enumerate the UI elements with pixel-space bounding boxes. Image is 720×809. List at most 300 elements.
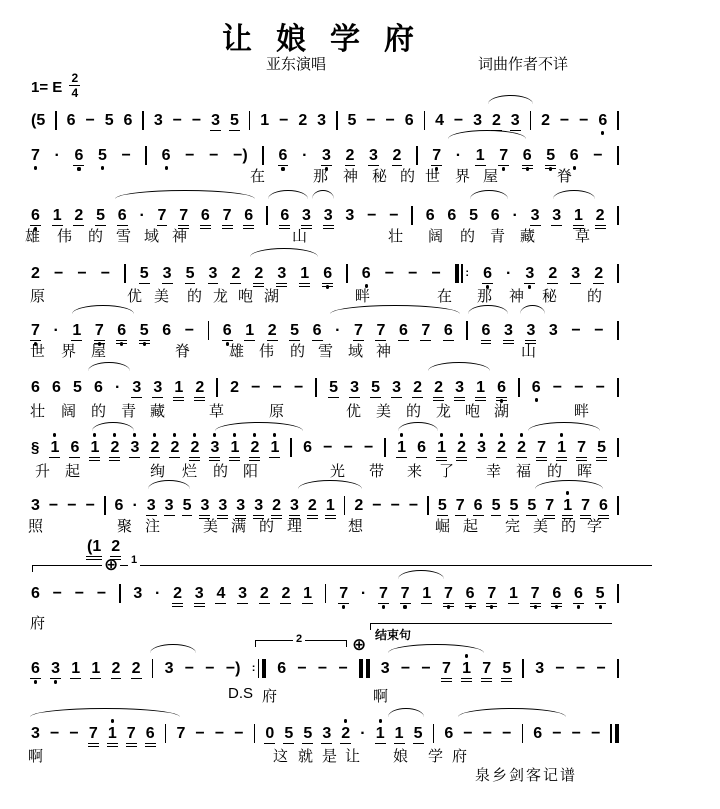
note-digit: 3 (525, 265, 535, 282)
thin-bar (208, 321, 210, 340)
note-digit: − (100, 265, 111, 282)
note-digit: − (272, 379, 282, 396)
note-digit: 3 (238, 585, 248, 602)
barline-glyph (518, 378, 520, 397)
note-digit: − (596, 660, 606, 677)
note-digit: 5 (413, 725, 423, 742)
lyric-syllable: 雄 (229, 343, 245, 360)
lyric-syllable: 学 (428, 748, 444, 765)
note-token (441, 653, 452, 685)
lyric-syllable: 屋 (483, 168, 499, 185)
note-digit: − (575, 660, 586, 677)
note-digit: 3 (526, 322, 536, 339)
note-token (380, 653, 391, 684)
note-digit: 5 (491, 497, 501, 514)
thin-bar (124, 264, 126, 283)
barline-glyph (254, 724, 256, 743)
lyric-syllable: 起 (463, 518, 479, 535)
thin-bar (411, 206, 413, 225)
lyric-syllable: 绚 (150, 463, 166, 480)
dash-token (322, 432, 333, 463)
lyric-syllable: 想 (348, 518, 364, 535)
lyric-syllable: 界 (61, 343, 77, 360)
dash-token (420, 653, 431, 684)
note-digit: − (172, 112, 182, 129)
note-digit: − (48, 497, 59, 514)
octave-dot-row (447, 604, 450, 610)
lyric-syllable: 神 (509, 288, 525, 305)
note-digit: 5 (329, 379, 339, 396)
lyric-syllable: 的 (406, 403, 422, 420)
note-token (132, 578, 143, 609)
song-title: 让娘学府 (222, 23, 438, 56)
note-digit: 6 (531, 379, 541, 396)
note-digit: 1 (72, 322, 82, 339)
thin-bar (266, 206, 268, 225)
note-digit: 3 (322, 147, 331, 164)
lyric-syllable: 的 (400, 168, 416, 185)
note-digit: 3 (218, 497, 228, 514)
barline (314, 372, 318, 403)
note-digit (616, 146, 620, 165)
note-digit: 3 (164, 497, 174, 514)
barline-glyph (617, 206, 619, 225)
time-numerator: 2 (71, 71, 79, 85)
note-digit: 2 (111, 538, 121, 555)
note-digit: 7 (31, 322, 40, 339)
barline-glyph (617, 378, 619, 397)
note-digit: − (593, 147, 603, 164)
note-digit: 6 (398, 322, 408, 339)
note-digit: 7 (88, 725, 98, 742)
note-digit: − (579, 112, 589, 129)
note-token (131, 653, 142, 685)
pickup-notes (86, 524, 121, 563)
lyrics-row (0, 745, 720, 767)
lyric-syllable: 美 (533, 518, 549, 535)
thin-bar (617, 146, 619, 165)
lyric-syllable: 这 (273, 748, 289, 765)
thin-bar (315, 378, 317, 397)
lyric-syllable: 阔 (428, 228, 444, 245)
octave-dot-row (469, 604, 472, 610)
notes-row (30, 620, 620, 685)
barline (151, 653, 155, 684)
note-digit: − (191, 112, 202, 129)
note-digit: 7 (354, 322, 363, 339)
note-digit: 6 (599, 497, 608, 514)
note-digit: 1 (437, 439, 447, 456)
octave-dot (400, 433, 403, 436)
lyric-syllable: 府 (452, 748, 468, 765)
note-token (595, 578, 606, 610)
lyric-syllable: 的 (88, 228, 104, 245)
note-digit: § (31, 439, 40, 456)
note-digit: 1 (270, 439, 280, 456)
note-digit: 3 (345, 207, 355, 224)
note-digit: 2 (111, 660, 121, 677)
barline (118, 578, 122, 609)
lyric-syllable: 理 (287, 518, 303, 535)
lyrics-row (0, 165, 720, 187)
note-digit: 6 (280, 207, 290, 224)
note-digit: 6 (552, 585, 562, 602)
note-digit: 6 (244, 207, 254, 224)
note-digit: 7 (537, 439, 547, 456)
note-token (530, 578, 541, 610)
note-digit: − (571, 322, 581, 339)
note-digit: 3 (369, 147, 378, 164)
note-digit: − (453, 112, 464, 129)
note-digit: 6 (303, 439, 313, 456)
key-letter: E (52, 79, 63, 96)
note-digit: 6 (145, 725, 155, 742)
note-digit (358, 659, 371, 678)
thin-bar (344, 496, 346, 515)
note-digit: 3 (503, 322, 513, 339)
note-digit: 6 (312, 322, 322, 339)
barline-glyph (290, 438, 292, 457)
note-digit: 2 (267, 322, 277, 339)
lyric-syllable: 光 (330, 463, 346, 480)
note-digit: 7 (432, 147, 442, 164)
note-token (501, 653, 512, 685)
octave-dot (253, 433, 256, 436)
note-digit: 5 (185, 265, 195, 282)
octave-dot (560, 433, 563, 436)
coda-icon: ⊕ (352, 635, 367, 654)
score-system-3 (0, 187, 720, 245)
thin-bar (617, 496, 619, 515)
note-digit: − (385, 112, 395, 129)
note-digit: · (455, 147, 462, 164)
note-digit: − (574, 379, 584, 396)
note-digit: 2 (354, 497, 364, 514)
octave-dot-row (382, 604, 385, 610)
lyric-syllable: 山 (292, 228, 308, 245)
barline-glyph (384, 438, 386, 457)
lyric-syllable: 草 (575, 228, 591, 245)
octave-dot-row (342, 604, 345, 610)
note-token (172, 578, 183, 610)
thin-bar (433, 724, 435, 743)
note-digit: 6 (31, 207, 40, 224)
note-token (302, 432, 313, 463)
thin-bar (617, 206, 619, 225)
performer-credit: 亚东演唱 (266, 56, 327, 73)
lyric-syllable: 在 (250, 168, 266, 185)
note-digit (465, 321, 469, 340)
barline-glyph (617, 659, 619, 678)
note-digit: 6 (473, 497, 483, 514)
note-digit: 2 (74, 207, 84, 224)
note-digit: 3 (31, 725, 40, 742)
octave-dot (54, 680, 57, 683)
lyrics-row (0, 225, 720, 247)
thick-bar (262, 659, 266, 678)
note-digit (261, 146, 265, 165)
octave-dot-row (599, 604, 602, 610)
lyric-syllable: 青 (490, 228, 506, 245)
note-digit (103, 496, 107, 515)
lyric-syllable: 龙 (213, 288, 229, 305)
note-digit: · (139, 207, 145, 224)
barline-glyph (216, 378, 218, 397)
octave-dot (520, 433, 523, 436)
note-digit: 3 (164, 660, 174, 677)
octave-dot (342, 605, 345, 608)
note-token (276, 653, 287, 684)
lyric-syllable: 雪 (318, 343, 334, 360)
note-token (90, 653, 101, 685)
note-digit: 1 (300, 265, 310, 282)
note-digit: 6 (323, 265, 333, 282)
note-digit: 6 (94, 379, 103, 396)
note-digit: 3 (146, 497, 156, 514)
thin-bar (617, 264, 619, 283)
note-digit: 6 (114, 497, 124, 514)
note-digit (616, 496, 620, 515)
note-digit: 7 (400, 585, 410, 602)
lyric-syllable: 来 (407, 463, 423, 480)
note-digit: 1 (563, 497, 573, 514)
note-digit (251, 659, 267, 678)
lyric-syllable: 的 (561, 518, 577, 535)
note-digit: 5 (139, 265, 149, 282)
note-digit: 2 (254, 265, 264, 282)
note-digit: (1 (87, 538, 102, 555)
barline (616, 653, 620, 684)
note-digit: − (214, 725, 225, 742)
note-digit (521, 724, 525, 743)
note-digit: − (49, 725, 60, 742)
note-digit: 3 (473, 112, 483, 129)
lyric-syllable: 畔 (355, 288, 371, 305)
note-digit: 6 (465, 585, 475, 602)
note-digit: − (591, 725, 601, 742)
note-digit: · (132, 497, 138, 514)
note-digit: − (74, 585, 85, 602)
note-digit: − (367, 207, 377, 224)
barline-glyph (124, 264, 126, 283)
thin-bar (165, 724, 167, 743)
thin-bar (119, 584, 121, 603)
note-digit: 1 (476, 379, 486, 396)
ending-label: 结束句 (375, 628, 412, 642)
time-denominator: 4 (71, 86, 79, 100)
barline-glyph (466, 321, 468, 340)
lyric-syllable: 晖 (577, 463, 593, 480)
barline (616, 578, 620, 609)
note-digit: 5 (527, 497, 537, 514)
double-thick-barline (358, 653, 371, 684)
repeat-end-barline (251, 653, 267, 684)
note-digit: 1 (50, 439, 60, 456)
note-digit: 3 (153, 112, 163, 129)
note-token (461, 653, 472, 685)
note-token (93, 372, 104, 403)
note-digit: 5 (73, 379, 82, 396)
note-digit: 6 (404, 112, 414, 129)
lyric-syllable: 界 (455, 168, 471, 185)
lyric-syllable: 在 (437, 288, 453, 305)
octave-dot (460, 433, 463, 436)
note-digit: · (302, 147, 308, 164)
barline-glyph (152, 659, 154, 678)
note-digit: 3 (133, 585, 143, 602)
note-digit: 2 (190, 439, 200, 456)
note-digit: 6 (161, 147, 171, 164)
note-digit: 5 (139, 322, 149, 339)
note-token (531, 372, 542, 403)
thin-bar (416, 146, 418, 165)
lyric-syllable: 美 (376, 403, 392, 420)
note-digit: 7 (157, 207, 167, 224)
thin-bar (254, 724, 256, 743)
note-digit: · (512, 207, 518, 224)
note-digit: 6 (417, 439, 427, 456)
note-digit: − (121, 147, 131, 164)
note-digit: 2 (491, 112, 501, 129)
note-digit: 7 (339, 585, 349, 602)
note-digit (215, 378, 219, 397)
dash-token (74, 578, 85, 609)
note-digit: − (384, 265, 395, 282)
dash-token (363, 432, 374, 463)
note-token (421, 578, 432, 610)
lyric-syllable: 原 (269, 403, 285, 420)
octave-dot (153, 433, 156, 436)
dash-token (400, 653, 411, 684)
lyric-syllable: D.S (228, 685, 254, 702)
note-digit: 3 (132, 379, 142, 396)
note-digit: − (421, 660, 431, 677)
note-digit: 3 (477, 439, 487, 456)
thin-bar (346, 264, 348, 283)
note-digit: 5 (229, 112, 239, 129)
lyric-syllable: 伟 (57, 228, 73, 245)
octave-dot (173, 433, 176, 436)
note-digit: 2 (517, 439, 527, 456)
note-digit: 3 (350, 379, 360, 396)
note-digit: 1 (303, 585, 313, 602)
note-digit: − (364, 439, 374, 456)
lyric-syllable: 咆 (238, 288, 254, 305)
lyric-syllable: 学 (587, 518, 603, 535)
barline-glyph (359, 659, 370, 678)
lyric-syllable: 脊 (175, 343, 191, 360)
note-digit: 1 (422, 585, 432, 602)
lyric-syllable: 青 (121, 403, 137, 420)
note-digit: 6 (117, 322, 127, 339)
lyric-syllable: 秘 (542, 288, 558, 305)
lyric-syllable: 就 (298, 748, 314, 765)
thin-bar (617, 659, 619, 678)
dash-token (272, 372, 283, 403)
note-digit (517, 378, 521, 397)
note-token (302, 578, 313, 610)
note-digit: 3 (51, 660, 61, 677)
note-digit: 5 (502, 660, 512, 677)
lyric-syllable: 湖 (264, 288, 280, 305)
note-digit: − (338, 660, 348, 677)
note-digit: − (555, 660, 565, 677)
octave-dot (93, 433, 96, 436)
pickup-notes-row (86, 531, 121, 563)
note-digit: − (431, 265, 441, 282)
note-digit: 2 (594, 265, 604, 282)
note-token (110, 531, 121, 563)
dash-token (184, 653, 195, 684)
note-digit: − (552, 379, 563, 396)
note-digit: 7 (126, 725, 136, 742)
lyric-syllable: 龙 (436, 403, 452, 420)
lyric-syllable: 美 (203, 518, 219, 535)
notes-row (30, 419, 620, 464)
note-digit: − (390, 497, 400, 514)
barline-glyph (416, 146, 418, 165)
note-token (551, 578, 562, 610)
note-digit: 1 (475, 147, 485, 164)
lyric-syllable: 起 (65, 463, 81, 480)
note-digit: 2 (457, 439, 467, 456)
note-digit: 3 (254, 497, 264, 514)
barline-glyph (104, 496, 106, 515)
lyric-syllable: 畔 (574, 403, 590, 420)
note-digit: 6 (74, 147, 84, 164)
note-digit: 6 (222, 322, 232, 339)
octave-dot (213, 433, 216, 436)
note-digit: 3 (236, 497, 246, 514)
note-digit: 2 (31, 265, 40, 282)
note-digit: − (594, 322, 604, 339)
note-digit: − (185, 147, 195, 164)
note-digit: 6 (70, 439, 80, 456)
note-digit: 5 (546, 147, 556, 164)
note-digit: 5 (104, 112, 114, 129)
thin-bar (104, 496, 106, 515)
note-digit: 5 (290, 322, 300, 339)
thin-bar (610, 724, 612, 743)
note-digit: · (360, 725, 366, 742)
lyric-syllable: 的 (213, 463, 229, 480)
note-digit: 2 (131, 660, 141, 677)
thin-bar (522, 659, 524, 678)
lyric-syllable: 草 (209, 403, 225, 420)
barline-glyph (617, 584, 619, 603)
score-system-11 (0, 705, 720, 765)
note-token (400, 578, 411, 610)
note-digit: 4 (216, 585, 226, 602)
note-digit: 7 (577, 439, 587, 456)
barline (215, 372, 219, 403)
note-token (50, 653, 61, 685)
barline-glyph (325, 584, 327, 603)
notes-row (30, 705, 620, 750)
barline-glyph (411, 206, 413, 225)
note-digit: 7 (530, 585, 540, 602)
note-digit: 6 (481, 322, 491, 339)
score-system-4 (0, 245, 720, 305)
thin-bar (262, 146, 264, 165)
note-digit: 2 (392, 147, 402, 164)
note-digit (314, 378, 318, 397)
note-token (237, 578, 248, 610)
note-digit: 6 (66, 112, 76, 129)
note-digit: 3 (317, 112, 327, 129)
barline-glyph (433, 724, 435, 743)
lyric-syllable: 优 (127, 288, 143, 305)
